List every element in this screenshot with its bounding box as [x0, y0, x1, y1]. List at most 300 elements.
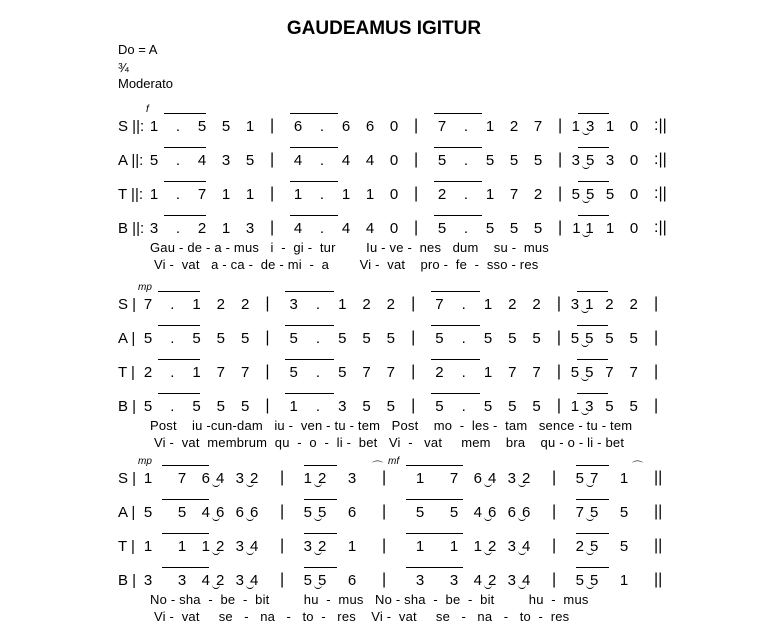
- note: 1: [415, 538, 425, 555]
- note: 2: [143, 364, 153, 381]
- note: 7: [629, 364, 638, 381]
- note: 46: [201, 504, 231, 521]
- note: 34: [235, 538, 265, 555]
- barline: ||: [654, 469, 663, 486]
- note: 5: [532, 330, 541, 347]
- note: .: [463, 220, 469, 237]
- note: 0: [629, 152, 639, 169]
- note: 2: [240, 296, 250, 313]
- barline: |: [654, 363, 659, 380]
- note: 5: [149, 152, 159, 169]
- barline: |: [411, 363, 416, 380]
- note: 2: [533, 186, 543, 203]
- note: 5: [437, 152, 447, 169]
- note: 1: [143, 470, 153, 487]
- beam-line: [578, 113, 610, 114]
- voice-label: S |: [118, 296, 137, 313]
- note: 1: [192, 296, 201, 313]
- note: 5: [192, 398, 201, 415]
- beam-line: [290, 215, 338, 216]
- note: 2: [197, 220, 207, 237]
- note: 3: [149, 220, 159, 237]
- note: .: [463, 186, 469, 203]
- note: 1: [293, 186, 303, 203]
- note: 7: [362, 364, 371, 381]
- key-signature: Do = A: [118, 42, 158, 57]
- barline: |: [411, 397, 416, 414]
- barline: |: [280, 469, 285, 486]
- note: 1: [221, 186, 231, 203]
- note: 1: [485, 118, 495, 135]
- beam-line: [577, 393, 609, 394]
- note: 1: [605, 118, 615, 135]
- note: .: [319, 186, 325, 203]
- note: 66: [507, 504, 537, 521]
- note: .: [461, 398, 466, 415]
- note: 6: [365, 118, 375, 135]
- beam-line: [162, 465, 210, 466]
- note: 3: [338, 398, 347, 415]
- beam-line: [577, 291, 609, 292]
- beam-line: [434, 113, 482, 114]
- note: 5: [509, 220, 519, 237]
- note: 5: [485, 152, 495, 169]
- note: 5: [533, 152, 543, 169]
- barline: |: [280, 537, 285, 554]
- barline: |: [552, 537, 557, 554]
- note: 5: [485, 220, 495, 237]
- note: 3: [245, 220, 255, 237]
- note: 55: [570, 330, 600, 347]
- barline: |: [382, 503, 387, 520]
- barline: ||: [654, 537, 663, 554]
- note: 5: [619, 504, 629, 521]
- voice-label: A |: [118, 330, 136, 347]
- barline: |: [411, 295, 416, 312]
- note: 5: [221, 118, 231, 135]
- beam-line: [434, 215, 482, 216]
- beam-line: [290, 147, 338, 148]
- note: 5: [619, 538, 629, 555]
- note: 5: [197, 118, 207, 135]
- note: 5: [386, 398, 396, 415]
- note: 5: [216, 398, 226, 415]
- beam-line: [576, 567, 610, 568]
- note: 4: [365, 220, 375, 237]
- voice-label: T |: [118, 538, 135, 555]
- barline: |: [556, 329, 561, 346]
- beam-line: [164, 147, 206, 148]
- note: 6: [341, 118, 351, 135]
- note: 5: [177, 504, 187, 521]
- note: 7: [216, 364, 226, 381]
- barline: |: [265, 295, 270, 312]
- note: 5: [338, 364, 347, 381]
- voice-label: B |: [118, 572, 137, 589]
- note: .: [319, 118, 325, 135]
- barline: |: [414, 185, 419, 202]
- dynamic-marking: mf: [388, 456, 400, 467]
- barline: |: [382, 469, 387, 486]
- note: 5: [605, 330, 614, 347]
- note: 7: [533, 118, 543, 135]
- barline: |: [552, 503, 557, 520]
- beam-line: [578, 215, 610, 216]
- note: .: [319, 152, 325, 169]
- barline: |: [558, 117, 563, 134]
- note: 1: [338, 296, 347, 313]
- voice-row: [118, 572, 678, 594]
- beam-line: [158, 291, 201, 292]
- voice-row: [118, 186, 678, 208]
- voice-row: [118, 220, 678, 242]
- beam-line: [576, 533, 610, 534]
- note: .: [175, 152, 181, 169]
- beam-line: [406, 465, 463, 466]
- note: 55: [303, 504, 333, 521]
- note: 2: [508, 296, 517, 313]
- beam-line: [431, 325, 480, 326]
- beam-line: [434, 181, 482, 182]
- tempo-marking: Moderato: [118, 76, 173, 91]
- barline: |: [265, 397, 270, 414]
- note: 7: [197, 186, 207, 203]
- beam-line: [158, 325, 201, 326]
- note: 7: [143, 296, 153, 313]
- note: 3: [143, 572, 153, 589]
- dynamic-marking: f: [146, 104, 149, 115]
- beam-line: [578, 181, 610, 182]
- note: 5: [386, 330, 396, 347]
- lyrics-line: Gau - de - a - mus i - gi - tur Iu - ve - nes dum su - mus: [150, 240, 550, 255]
- note: 5: [289, 364, 298, 381]
- note: 7: [605, 364, 614, 381]
- note: 0: [629, 118, 639, 135]
- beam-line: [162, 567, 210, 568]
- barline: |: [265, 363, 270, 380]
- barline: |: [654, 329, 659, 346]
- voice-row: [118, 152, 678, 174]
- note: 64: [201, 470, 231, 487]
- dynamic-marking: mp: [138, 456, 152, 467]
- voice-row: [118, 330, 678, 352]
- note: 5: [435, 398, 444, 415]
- barline: |: [265, 329, 270, 346]
- note: 0: [389, 118, 399, 135]
- note: 1: [347, 538, 357, 555]
- note: 5: [415, 504, 425, 521]
- note: 1: [192, 364, 201, 381]
- note: 5: [143, 330, 153, 347]
- beam-line: [576, 499, 610, 500]
- barline: |: [414, 219, 419, 236]
- note: 2: [509, 118, 519, 135]
- note: 0: [629, 220, 639, 237]
- note: 5: [289, 330, 298, 347]
- beam-line: [576, 465, 610, 466]
- barline: |: [382, 537, 387, 554]
- note: .: [463, 152, 469, 169]
- note: 7: [532, 364, 541, 381]
- note: 2: [435, 364, 444, 381]
- note: 7: [177, 470, 187, 487]
- beam-line: [577, 359, 609, 360]
- fermata-mark: ⌒: [372, 461, 383, 473]
- beam-line: [406, 567, 463, 568]
- note: 5: [216, 330, 226, 347]
- note: 4: [293, 152, 303, 169]
- note: 32: [235, 470, 265, 487]
- note: 0: [389, 220, 399, 237]
- beam-line: [431, 359, 480, 360]
- voice-row: [118, 504, 678, 526]
- barline: |: [552, 571, 557, 588]
- note: .: [170, 398, 175, 415]
- note: 55: [303, 572, 333, 589]
- beam-line: [162, 533, 210, 534]
- voice-label: A |: [118, 504, 136, 521]
- note: 57: [575, 470, 605, 487]
- note: 1: [365, 186, 375, 203]
- barline: |: [270, 219, 275, 236]
- note: 55: [575, 572, 605, 589]
- voice-label: S |: [118, 470, 137, 487]
- note: 2: [532, 296, 541, 313]
- note: 1: [177, 538, 187, 555]
- barline: |: [270, 151, 275, 168]
- note: .: [319, 220, 325, 237]
- note: 66: [235, 504, 265, 521]
- note: .: [170, 364, 175, 381]
- note: 2: [216, 296, 226, 313]
- note: 3: [449, 572, 459, 589]
- note: 5: [605, 398, 614, 415]
- note: 5: [245, 152, 255, 169]
- note: 6: [347, 504, 357, 521]
- note: 5: [483, 330, 493, 347]
- note: 5: [362, 330, 371, 347]
- beam-line: [162, 499, 210, 500]
- beam-line: [434, 147, 482, 148]
- barline: |: [411, 329, 416, 346]
- note: 6: [293, 118, 303, 135]
- barline: ||: [654, 571, 663, 588]
- beam-line: [578, 147, 610, 148]
- note: 1: [143, 538, 153, 555]
- beam-line: [290, 181, 338, 182]
- note: .: [315, 330, 321, 347]
- note: 32: [507, 470, 537, 487]
- voice-row: [118, 538, 678, 560]
- barline: |: [558, 151, 563, 168]
- note: 7: [240, 364, 250, 381]
- beam-line: [431, 393, 480, 394]
- lyrics-line: Post iu -cun-dam iu - ven - tu - tem Post mo - les - tam sence - tu - tem: [150, 418, 633, 433]
- note: 35: [571, 152, 601, 169]
- page-title: GAUDEAMUS IGITUR: [286, 18, 482, 39]
- note: 2: [386, 296, 396, 313]
- note: 5: [192, 330, 201, 347]
- note: 5: [483, 398, 493, 415]
- note: 5: [508, 330, 517, 347]
- note: 2: [362, 296, 371, 313]
- note: .: [175, 118, 181, 135]
- voice-label: B |: [118, 398, 137, 415]
- voice-label: T ||:: [118, 186, 144, 203]
- barline: |: [558, 185, 563, 202]
- voice-label: B ||:: [118, 220, 145, 237]
- barline: |: [280, 503, 285, 520]
- note: 1: [483, 364, 493, 381]
- note: .: [461, 330, 466, 347]
- note: 13: [570, 398, 600, 415]
- note: 4: [341, 152, 351, 169]
- note: 1: [149, 118, 159, 135]
- note: .: [461, 364, 466, 381]
- lyrics-line: Vi - vat se - na - to - res Vi - vat se - na - to - res: [154, 609, 570, 624]
- note: 5: [629, 398, 638, 415]
- voice-row: [118, 296, 678, 318]
- note: 6: [347, 572, 357, 589]
- note: 31: [570, 296, 600, 313]
- note: 4: [293, 220, 303, 237]
- beam-line: [164, 181, 206, 182]
- voice-row: [118, 364, 678, 386]
- beam-line: [431, 291, 480, 292]
- note: 1: [605, 220, 615, 237]
- voice-label: T |: [118, 364, 135, 381]
- beam-line: [164, 113, 206, 114]
- note: 5: [449, 504, 459, 521]
- note: 5: [605, 186, 615, 203]
- beam-line: [577, 325, 609, 326]
- barline: |: [270, 117, 275, 134]
- note: .: [170, 330, 175, 347]
- note: 3: [605, 152, 615, 169]
- note: 5: [362, 398, 371, 415]
- note: 2: [605, 296, 614, 313]
- note: 1: [341, 186, 351, 203]
- time-signature: ¾: [118, 60, 129, 75]
- note: 4: [197, 152, 207, 169]
- note: .: [315, 296, 321, 313]
- beam-line: [304, 533, 338, 534]
- barline: :||: [654, 151, 667, 168]
- beam-line: [158, 393, 201, 394]
- note: 4: [365, 152, 375, 169]
- barline: |: [556, 363, 561, 380]
- note: 1: [483, 296, 493, 313]
- note: 3: [177, 572, 187, 589]
- note: 46: [473, 504, 503, 521]
- note: 5: [508, 398, 517, 415]
- note: 75: [575, 504, 605, 521]
- note: 13: [571, 118, 601, 135]
- note: 64: [473, 470, 503, 487]
- note: 1: [245, 118, 255, 135]
- note: 25: [575, 538, 605, 555]
- note: 7: [508, 364, 517, 381]
- note: 2: [629, 296, 638, 313]
- voice-label: A ||:: [118, 152, 144, 169]
- note: 32: [303, 538, 333, 555]
- note: 3: [347, 470, 357, 487]
- barline: |: [556, 397, 561, 414]
- barline: |: [654, 295, 659, 312]
- note: 1: [449, 538, 459, 555]
- note: 11: [572, 220, 600, 237]
- note: 7: [435, 296, 444, 313]
- note: 34: [507, 538, 537, 555]
- barline: :||: [654, 219, 667, 236]
- note: 2: [437, 186, 447, 203]
- note: 1: [245, 186, 255, 203]
- barline: |: [280, 571, 285, 588]
- note: 0: [629, 186, 639, 203]
- barline: |: [414, 151, 419, 168]
- note: 0: [389, 152, 399, 169]
- note: 7: [386, 364, 396, 381]
- note: 5: [240, 398, 250, 415]
- lyrics-line: Vi - vat membrum qu - o - li - bet Vi - vat mem bra qu - o - li - bet: [154, 435, 625, 450]
- note: 1: [485, 186, 495, 203]
- note: 1: [289, 398, 298, 415]
- note: 7: [437, 118, 447, 135]
- note: 42: [201, 572, 231, 589]
- note: 1: [619, 572, 629, 589]
- beam-line: [406, 533, 463, 534]
- barline: |: [552, 469, 557, 486]
- note: 34: [507, 572, 537, 589]
- barline: ||: [654, 503, 663, 520]
- note: 5: [437, 220, 447, 237]
- note: .: [170, 296, 175, 313]
- beam-line: [164, 215, 206, 216]
- note: .: [463, 118, 469, 135]
- note: 5: [240, 330, 250, 347]
- beam-line: [285, 291, 334, 292]
- note: 5: [435, 330, 444, 347]
- beam-line: [285, 359, 334, 360]
- barline: |: [558, 219, 563, 236]
- barline: |: [414, 117, 419, 134]
- note: 3: [415, 572, 425, 589]
- dynamic-marking: mp: [138, 282, 152, 293]
- barline: |: [382, 571, 387, 588]
- beam-line: [304, 465, 338, 466]
- voice-row: [118, 398, 678, 420]
- note: 12: [473, 538, 503, 555]
- lyrics-line: Vi - vat a - ca - de - mi - a Vi - vat pro - fe - sso - res: [154, 257, 539, 272]
- note: 5: [509, 152, 519, 169]
- note: 5: [338, 330, 347, 347]
- voice-label: S ||:: [118, 118, 145, 135]
- beam-line: [290, 113, 338, 114]
- note: 1: [149, 186, 159, 203]
- note: 55: [571, 186, 601, 203]
- voice-row: [118, 118, 678, 140]
- note: 12: [201, 538, 231, 555]
- note: .: [461, 296, 466, 313]
- beam-line: [304, 499, 338, 500]
- note: 7: [449, 470, 459, 487]
- note: 1: [221, 220, 231, 237]
- note: 5: [629, 330, 638, 347]
- beam-line: [304, 567, 338, 568]
- note: 12: [303, 470, 333, 487]
- note: .: [315, 398, 321, 415]
- note: 3: [289, 296, 298, 313]
